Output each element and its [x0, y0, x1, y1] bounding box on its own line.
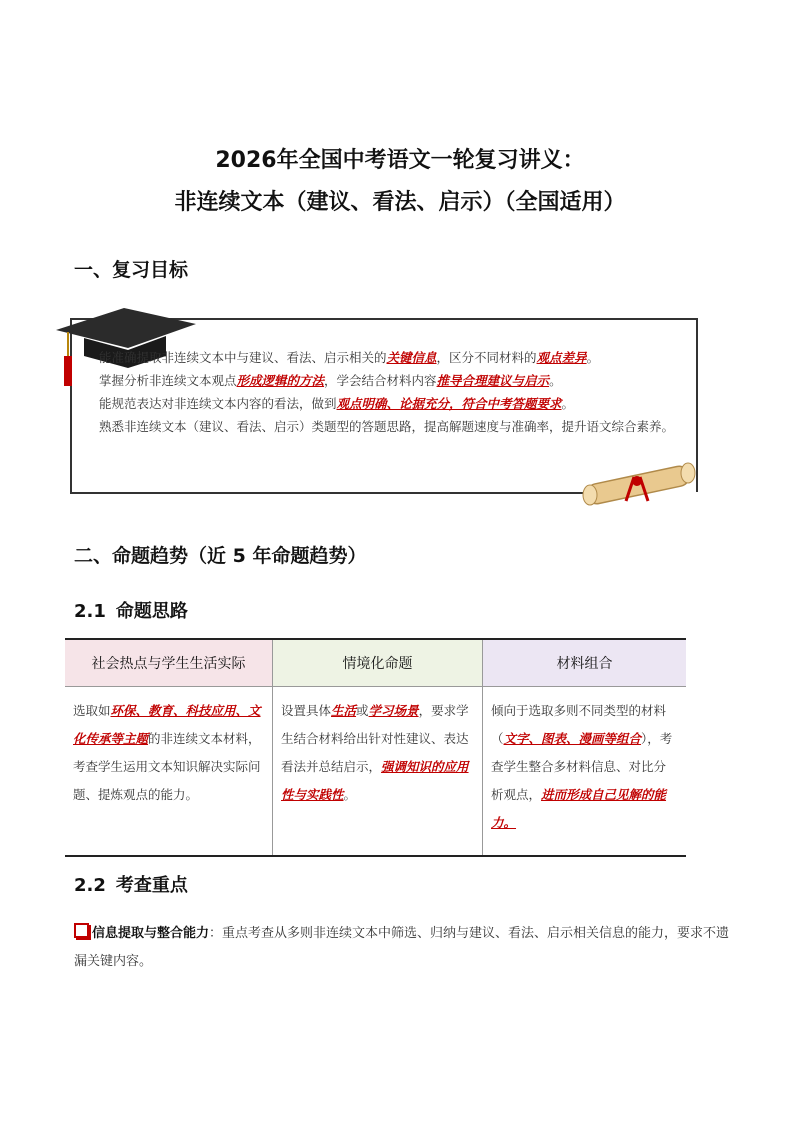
- table-header: 材料组合: [483, 639, 687, 687]
- cell-text: 选取如: [73, 703, 111, 718]
- table-header: 社会热点与学生生活实际: [65, 639, 273, 687]
- cell-highlight: 进而形成自己见解的能力。: [491, 787, 667, 830]
- goal-text: ，学会结合材料内容: [324, 373, 437, 388]
- goal-item-4: [99, 415, 677, 438]
- goal-text: 。: [549, 373, 562, 388]
- cell-text: ），考查学生整合多材料信息、对比分析观点，: [491, 731, 673, 802]
- goal-text: 。: [561, 396, 575, 411]
- cell-text: 或: [356, 703, 369, 718]
- goal-highlight: 形成逻辑的方法: [236, 373, 325, 388]
- cell-text: 。: [343, 787, 357, 802]
- cell-text: 的非连续文本材料，考查学生运用文本知识解决实际问题、提炼观点的能力。: [73, 731, 261, 802]
- focus-label: 信息提取与整合能力: [92, 926, 210, 941]
- goal-text: ，区分不同材料的: [436, 350, 537, 365]
- cell-highlight: 学习场景: [368, 703, 419, 718]
- goal-text: 。: [586, 350, 600, 365]
- goal-highlight: 推导合理建议与启示: [436, 373, 550, 388]
- subsection-number: 2.1: [74, 601, 106, 622]
- subsection-2-2-heading: [74, 871, 188, 897]
- focus-text: ：重点考查从多则非连续文本中筛选、归纳与建议、看法、启示相关信息的能力，要求不遗漏关键内容。: [74, 926, 730, 969]
- subsection-2-1-heading: [74, 597, 188, 623]
- checkbox-icon: [74, 923, 89, 938]
- goal-text: 能规范表达对非连续文本内容的看法，做到: [99, 396, 337, 411]
- table-header: 情境化命题: [273, 639, 483, 687]
- goal-text: 掌握分析非连续文本观点: [99, 373, 237, 388]
- goal-highlight: 观点明确、论据充分，符合中考答题要求: [336, 396, 562, 411]
- goal-text: 能准确提取非连续文本中与建议、看法、启示相关的: [99, 350, 387, 365]
- subsection-title: 命题思路: [115, 601, 188, 622]
- goal-item-2: [99, 369, 677, 392]
- goal-highlight: 关键信息: [386, 350, 437, 365]
- section1-heading: 一、复习目标: [74, 259, 189, 281]
- cell-highlight: 强调知识的应用性与实践性: [281, 759, 469, 802]
- section2-heading: 二、命题趋势（近 5 年命题趋势）: [74, 545, 367, 567]
- cell-text: ，要求学生结合材料给出针对性建议、表达看法并总结启示，: [281, 703, 469, 774]
- goal-highlight: 观点差异: [536, 350, 587, 365]
- cell-text: 设置具体: [281, 703, 332, 718]
- goal-list: [99, 346, 677, 438]
- table-row: [65, 687, 686, 857]
- goal-item-3: [99, 392, 677, 415]
- doc-title-line1: 2026年全国中考语文一轮复习讲义：: [215, 148, 585, 173]
- doc-title-line2: 非连续文本（建议、看法、启示）（全国适用）: [174, 190, 626, 215]
- table-cell: [65, 687, 273, 857]
- cell-highlight: 环保、教育、科技应用、文化传承等主题: [73, 703, 261, 746]
- goal-item-1: [99, 346, 677, 369]
- focus-paragraph: [74, 920, 734, 976]
- table-cell: [483, 687, 687, 857]
- subsection-number: 2.2: [74, 875, 106, 896]
- table-header-row: [65, 639, 686, 687]
- cell-text: 倾向于选取多则不同类型的材料（: [491, 703, 667, 746]
- subsection-title: 考查重点: [115, 875, 188, 896]
- scroll-icon: [578, 455, 703, 507]
- goal-text: 熟悉非连续文本（建议、看法、启示）类题型的答题思路，提高解题速度与准确率，提升语文综合素养。: [99, 419, 675, 434]
- table-cell: [273, 687, 483, 857]
- trend-table: [65, 638, 686, 857]
- goal-frame-bottom: [70, 492, 590, 494]
- cell-highlight: 文字、图表、漫画等组合: [503, 731, 642, 746]
- cell-highlight: 生活: [331, 703, 357, 718]
